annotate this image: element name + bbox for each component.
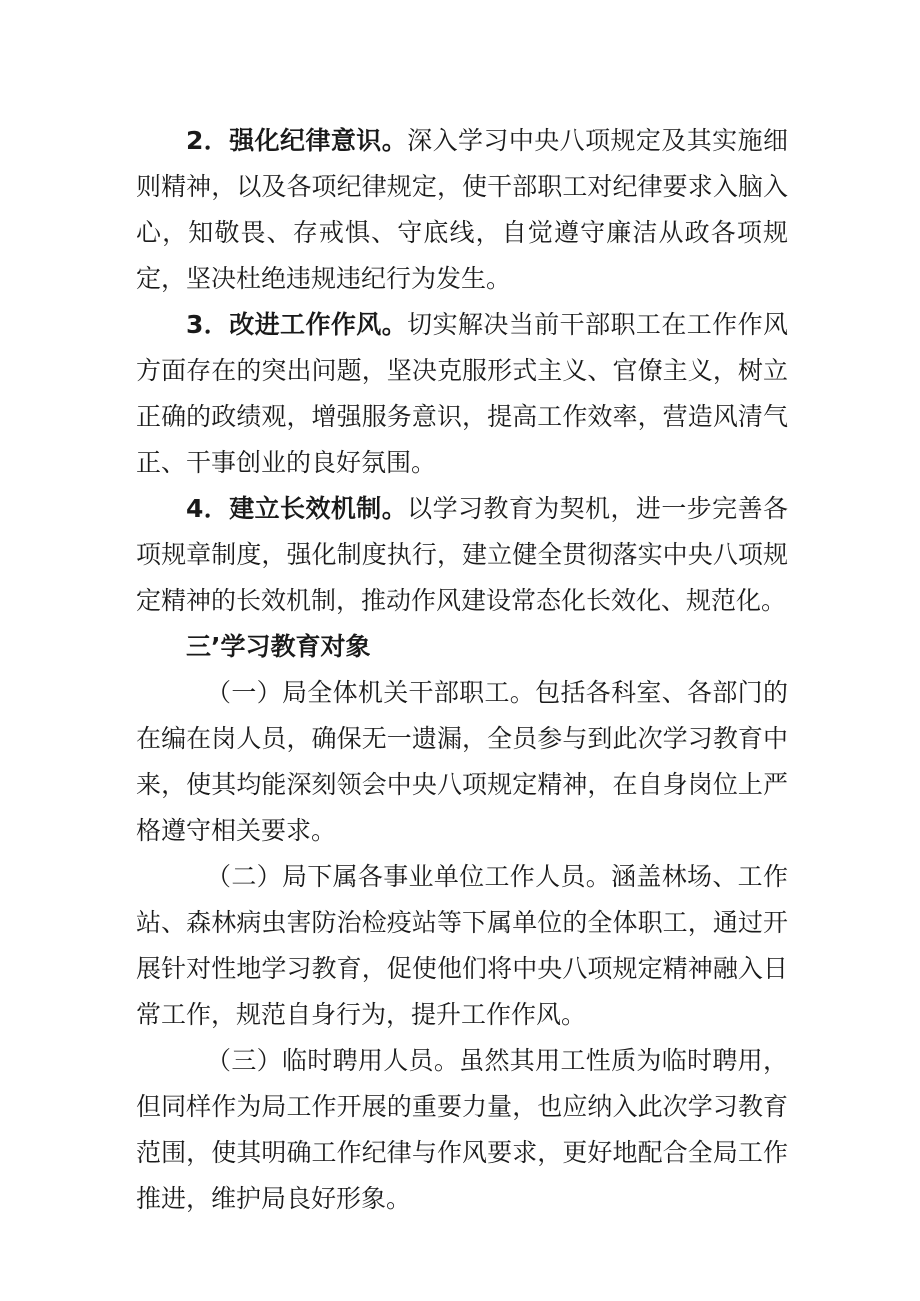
item-4-text: 以学习教育为契机，进一步完善各项规章制度，强化制度执行，建立健全贯彻落实中央八项规定精神的长效机制，推动作风建设常态化长效化、规范化。 bbox=[136, 494, 788, 615]
paragraph-item-2 bbox=[136, 118, 788, 302]
item-3-text: 切实解决当前干部职工在工作作风方面存在的突出问题，坚决克服形式主义、官僚主义，树立正确的政绩观，增强服务意识，提高工作效率，营造风清气正、干事创业的良好氛围。 bbox=[136, 310, 788, 477]
section-heading: 三’学习教育对象 bbox=[186, 632, 371, 661]
paragraph-item-3 bbox=[136, 302, 788, 486]
document-page bbox=[136, 118, 788, 1222]
target-paragraph-3: （三）临时聘用人员。虽然其用工性质为临时聘用，但同样作为局工作开展的重要力量，也应纳入此次学习教育范围，使其明确工作纪律与作风要求，更好地配合全局工作推进，维护局良好形象。 bbox=[136, 1046, 788, 1213]
target-paragraph-2: （二）局下属各事业单位工作人员。涵盖林场、工作站、森林病虫害防治检疫站等下属单位的全体职工，通过开展针对性地学习教育，促使他们将中央八项规定精神融入日常工作，规范自身行为，提升工作作风。 bbox=[136, 862, 788, 1029]
item-3-lead: 3．改进工作作风。 bbox=[186, 310, 408, 339]
item-2-text: 深入学习中央八项规定及其实施细则精神，以及各项纪律规定，使干部职工对纪律要求入脑入心，知敬畏、存戒惧、守底线，自觉遵守廉洁从政各项规定，坚决杜绝违规违纪行为发生。 bbox=[136, 126, 788, 293]
item-4-lead: 4．建立长效机制。 bbox=[186, 494, 408, 523]
paragraph-item-4 bbox=[136, 486, 788, 624]
target-paragraph-1: （一）局全体机关干部职工。包括各科室、各部门的在编在岗人员，确保无一遗漏，全员参与到此次学习教育中来，使其均能深刻领会中央八项规定精神，在自身岗位上严格遵守相关要求。 bbox=[136, 678, 788, 845]
item-2-lead: 2．强化纪律意识。 bbox=[186, 126, 408, 155]
